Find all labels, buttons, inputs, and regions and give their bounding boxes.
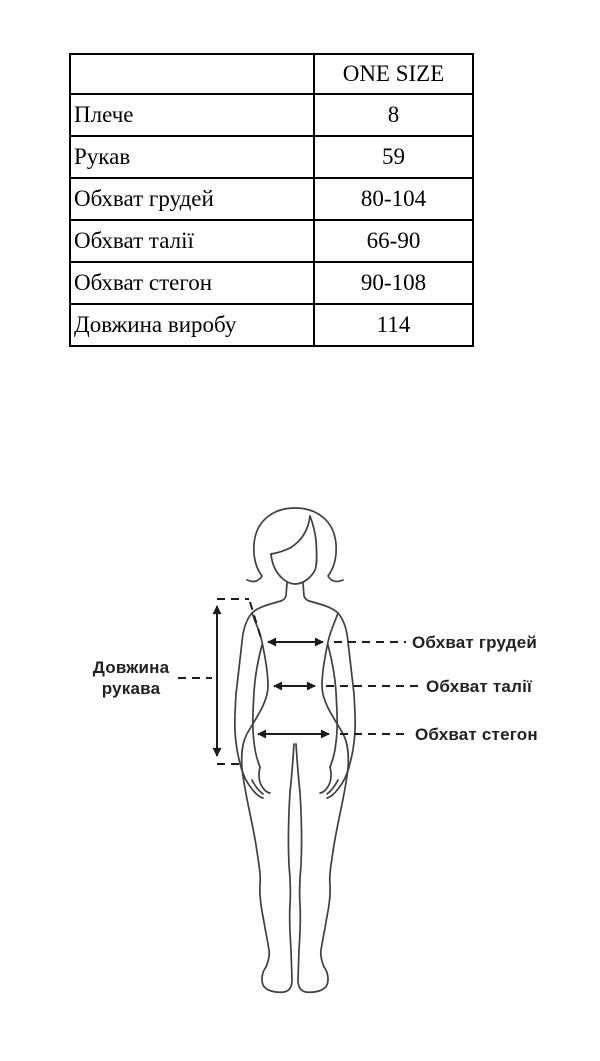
table-header-empty-cell (70, 54, 314, 94)
measurement-diagram (0, 480, 600, 1040)
table-cell-value: 59 (314, 136, 473, 178)
hips-annotation (258, 725, 538, 744)
table-cell-value: 8 (314, 94, 473, 136)
table-row (70, 262, 473, 304)
table-cell-value: 66-90 (314, 220, 473, 262)
body-figure (235, 508, 355, 992)
table-row (70, 304, 473, 346)
figure-hair-bangs (271, 516, 310, 554)
table-cell-value: 114 (314, 304, 473, 346)
table-cell-label: Обхват талії (70, 220, 314, 262)
table-cell-label: Рукав (70, 136, 314, 178)
table-cell-label: Довжина виробу (70, 304, 314, 346)
table-cell-label: Обхват грудей (70, 178, 314, 220)
hips-label: Обхват стегон (415, 725, 538, 744)
size-table (69, 53, 474, 347)
figure-torso-left (242, 601, 294, 992)
table-row (70, 94, 473, 136)
waist-annotation (274, 677, 533, 696)
sleeve-length-label-line2: рукава (101, 679, 161, 698)
chest-annotation (268, 633, 537, 652)
table-row (70, 178, 473, 220)
table-cell-value: 80-104 (314, 178, 473, 220)
sleeve-length-label-line1: Довжина (92, 658, 170, 677)
table-row (70, 136, 473, 178)
figure-hair-part (310, 516, 316, 540)
figure-torso-right (296, 601, 348, 992)
figure-neck-left (281, 583, 287, 601)
figure-arm-left-inner (253, 645, 262, 767)
figure-hand-left (252, 767, 270, 794)
figure-face (271, 540, 317, 584)
table-cell-label: Обхват стегон (70, 262, 314, 304)
table-cell-label: Плече (70, 94, 314, 136)
figure-neck-right (303, 583, 309, 601)
table-header-row (70, 54, 473, 94)
waist-label: Обхват талії (426, 677, 532, 696)
figure-arm-right-inner (328, 645, 337, 767)
table-header-size-cell: ONE SIZE (314, 54, 473, 94)
table-cell-value: 90-108 (314, 262, 473, 304)
figure-hand-right (320, 767, 338, 794)
chest-label: Обхват грудей (412, 633, 538, 652)
table-row (70, 220, 473, 262)
